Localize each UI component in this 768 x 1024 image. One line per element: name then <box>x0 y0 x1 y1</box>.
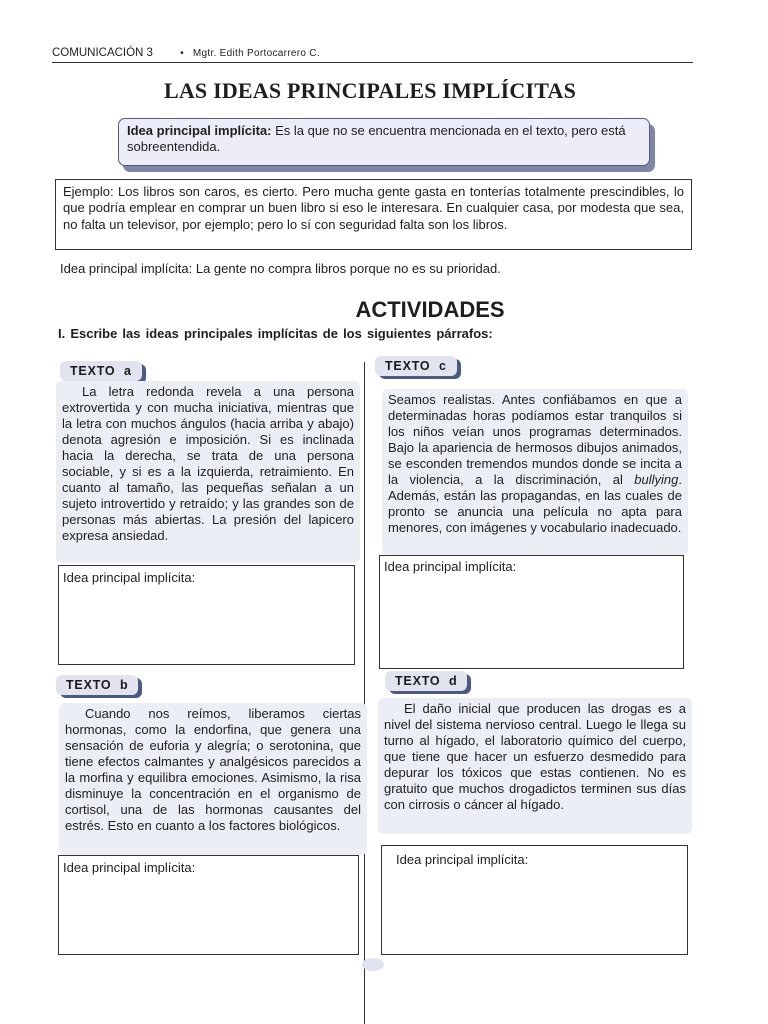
answer-label-texto-d: Idea principal implícita: <box>396 852 529 867</box>
texto-c-body-after: . Además, están las propagandas, en las cuales de pronto se anuncia una película no apta para menores, con imágenes y vocabulario inadecuado. <box>388 472 682 535</box>
definition-text: Es la que no se encuentra mencionada en el texto, pero está sobreentendida. <box>127 123 626 154</box>
texto-a-paragraph <box>56 381 360 563</box>
definition-box <box>118 118 650 166</box>
answer-label-texto-b: Idea principal implícita: <box>63 860 196 875</box>
example-answer: Idea principal implícita: La gente no compra libros porque no es su prioridad. <box>60 261 501 276</box>
answer-box-texto-a[interactable] <box>58 565 355 665</box>
texto-c-body-before: Seamos realistas. Antes confiábamos en que a determinadas horas podíamos estar tranquilos si los niños veían unos programas determinados. Bajo la apariencia de hermosos dibujos animados, se esconden tremendos mundos donde se incita a la violencia, a la discriminación, al <box>388 392 682 487</box>
texto-d-body: El daño inicial que producen las drogas es a nivel del sistema nervioso central. Luego le llega su turno al hígado, el laboratorio químico del cuerpo, que tiene que hacer un esfuerzo desmedido para depurar los tóxicos que estas contienen. No es gratuito que muchos drogadictos terminen sus días con cirrosis o cáncer al hígado. <box>384 701 686 812</box>
header-rule <box>52 62 693 63</box>
example-box: Ejemplo: Los libros son caros, es cierto. Pero mucha gente gasta en tonterías totalmente prescindibles, lo que podría emplear en comprar un buen libro si eso le interesara. En cualquier casa, por modesta que sea, no falta un televisor, por ejemplo; pero lo sí con seguridad falta son los libros. <box>55 179 692 250</box>
texto-b-paragraph <box>59 703 367 855</box>
texto-a-body: La letra redonda revela a una persona extrovertida y con mucha iniciativa, mientras que la letra con muchos ángulos (hacia arriba y abajo) denota agresión e imposición. Si es inclinada hacia la derecha, se trata de una persona sociable, y si es a la izquierda, retraimiento. En cuanto al tamaño, las pequeñas señalan a un sujeto introvertido y retraído; y las grandes son de personas más abiertas. La presión del lapicero expresa ansiedad. <box>62 384 354 543</box>
tab-texto-d: TEXTO d <box>385 671 467 691</box>
answer-label-texto-c: Idea principal implícita: <box>384 559 517 574</box>
page-header <box>52 47 320 59</box>
answer-label-texto-a: Idea principal implícita: <box>63 570 196 585</box>
answer-box-texto-c[interactable] <box>379 555 684 669</box>
texto-c-body-italic: bullying <box>634 472 679 487</box>
definition-term: Idea principal implícita: <box>127 123 272 138</box>
activities-instruction: I. Escribe las ideas principales implícitas de los siguientes párrafos: <box>58 326 493 341</box>
column-divider <box>364 362 365 1024</box>
answer-box-texto-d[interactable] <box>381 845 688 955</box>
tab-texto-b: TEXTO b <box>56 675 138 695</box>
tab-texto-c: TEXTO c <box>375 356 457 376</box>
activities-title: ACTIVIDADES <box>355 297 505 322</box>
author-label: Mgtr. Edith Portocarrero C. <box>192 48 320 59</box>
page-title: LAS IDEAS PRINCIPALES IMPLÍCITAS <box>163 78 577 103</box>
answer-box-texto-b[interactable] <box>58 855 359 955</box>
texto-b-body: Cuando nos reímos, liberamos ciertas hormonas, como la endorfina, que genera una sensación de euforia y alegría; o serotonina, que tiene efectos calmantes y analgésicos parecidos a la morfina y equilibra emociones. Asimismo, la risa disminuye la concentración en el organismo de cortisol, una de las hormonas causantes del estrés. Esto en cuanto a los factores biológicos. <box>65 706 361 833</box>
bullet: • <box>180 48 184 59</box>
texto-c-paragraph <box>382 389 688 555</box>
decorative-oval <box>362 958 384 971</box>
texto-d-paragraph <box>378 698 692 834</box>
course-label: COMUNICACIÓN 3 <box>52 47 153 59</box>
tab-texto-a: TEXTO a <box>60 361 142 381</box>
